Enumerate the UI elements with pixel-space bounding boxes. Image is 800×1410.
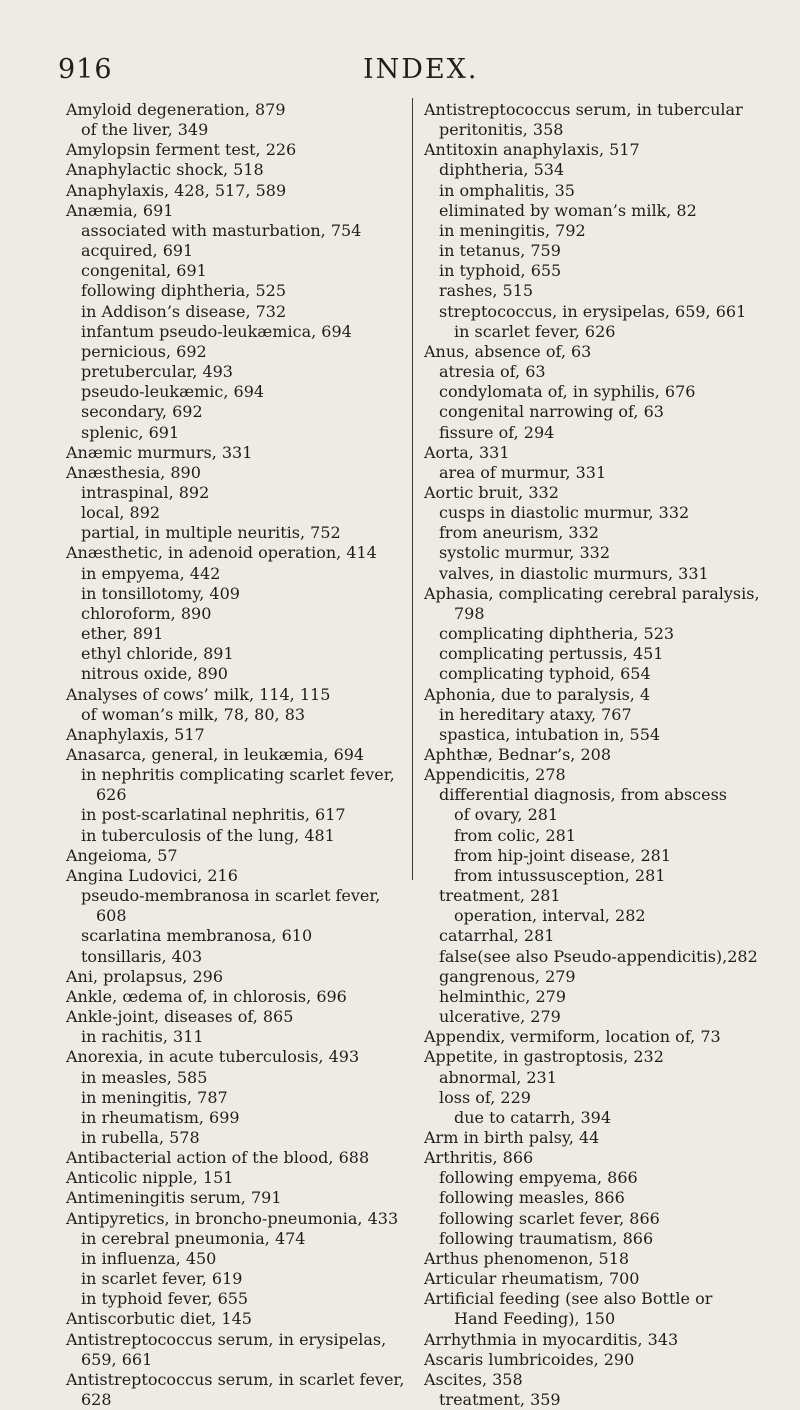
- index-entry: Appendicitis, 278: [424, 765, 566, 785]
- index-subentry: cusps in diastolic murmur, 332: [439, 503, 690, 523]
- index-subentry: due to catarrh, 394: [454, 1107, 612, 1127]
- index-subentry: atresia of, 63: [439, 362, 546, 382]
- index-subentry: following traumatism, 866: [439, 1228, 654, 1248]
- index-entry: Arthritis, 866: [424, 1148, 534, 1168]
- index-subentry: in post-scarlatinal nephritis, 617: [81, 805, 346, 825]
- index-entry: Anæmic murmurs, 331: [66, 442, 253, 462]
- index-subentry: condylomata of, in syphilis, 676: [439, 382, 696, 402]
- index-entry: Ankle-joint, diseases of, 865: [66, 1007, 294, 1027]
- column-divider: [412, 98, 413, 880]
- index-subentry: congenital narrowing of, 63: [439, 402, 664, 422]
- index-subentry: Hand Feeding), 150: [454, 1309, 616, 1329]
- index-subentry: from aneurism, 332: [439, 523, 599, 543]
- index-entry: Appetite, in gastroptosis, 232: [424, 1047, 664, 1067]
- index-subentry: complicating pertussis, 451: [439, 644, 664, 664]
- index-subentry: ethyl chloride, 891: [81, 644, 234, 664]
- index-entry: Arm in birth palsy, 44: [424, 1127, 600, 1147]
- index-entry: Anaphylactic shock, 518: [66, 160, 264, 180]
- index-subentry: in typhoid, 655: [439, 261, 562, 281]
- index-entry: Anæsthetic, in adenoid operation, 414: [66, 543, 377, 563]
- index-entry: Ascaris lumbricoides, 290: [424, 1349, 635, 1369]
- index-entry: Aortic bruit, 332: [424, 482, 559, 502]
- index-subentry: pseudo-leukæmic, 694: [81, 382, 265, 402]
- page-header: [58, 54, 748, 94]
- index-subentry: ulcerative, 279: [439, 1007, 561, 1027]
- index-subentry: in nephritis complicating scarlet fever,: [81, 765, 395, 785]
- index-subentry: pseudo-membranosa in scarlet fever,: [81, 886, 381, 906]
- index-entry: Angeioma, 57: [66, 845, 178, 865]
- index-entry: Arthus phenomenon, 518: [424, 1248, 630, 1268]
- index-subentry: chloroform, 890: [81, 603, 212, 623]
- index-subentry: complicating diphtheria, 523: [439, 624, 675, 644]
- index-subentry: operation, interval, 282: [454, 906, 646, 926]
- index-subentry: complicating typhoid, 654: [439, 664, 651, 684]
- index-subentry: infantum pseudo-leukæmica, 694: [81, 321, 352, 341]
- index-entry: Appendix, vermiform, location of, 73: [424, 1027, 721, 1047]
- index-subentry: in rachitis, 311: [81, 1027, 204, 1047]
- index-entry: Antipyretics, in broncho-pneumonia, 433: [66, 1208, 399, 1228]
- index-subentry: pernicious, 692: [81, 341, 207, 361]
- index-subentry: rashes, 515: [439, 281, 534, 301]
- index-subentry: in empyema, 442: [81, 563, 221, 583]
- index-subentry: in rubella, 578: [81, 1127, 200, 1147]
- index-subentry: of ovary, 281: [454, 805, 559, 825]
- index-entry: Analyses of cows’ milk, 114, 115: [66, 684, 331, 704]
- index-entry: Anæmia, 691: [66, 200, 174, 220]
- index-subentry: associated with masturbation, 754: [81, 220, 362, 240]
- index-entry: Anasarca, general, in leukæmia, 694: [66, 745, 365, 764]
- index-entry: Anticolic nipple, 151: [66, 1168, 234, 1188]
- index-entry: Antiscorbutic diet, 145: [66, 1309, 252, 1329]
- index-entry: Amyloid degeneration, 879: [66, 100, 286, 119]
- index-subentry: in tuberculosis of the lung, 481: [81, 825, 335, 845]
- index-subentry: tonsillaris, 403: [81, 946, 203, 966]
- index-entry: Articular rheumatism, 700: [424, 1269, 640, 1289]
- index-subentry: in scarlet fever, 626: [454, 321, 616, 341]
- index-subentry: scarlatina membranosa, 610: [81, 926, 313, 946]
- index-subentry: 608: [96, 906, 127, 926]
- index-subentry: false(see also Pseudo-appendicitis),282: [439, 946, 758, 966]
- index-subentry: area of murmur, 331: [439, 462, 607, 482]
- index-subentry: acquired, 691: [81, 241, 194, 261]
- index-subentry: gangrenous, 279: [439, 966, 576, 986]
- index-entry: Antitoxin anaphylaxis, 517: [424, 140, 640, 160]
- index-subentry: following measles, 866: [439, 1188, 625, 1208]
- index-entry: Anorexia, in acute tuberculosis, 493: [66, 1047, 360, 1067]
- index-subentry: from colic, 281: [454, 825, 576, 845]
- index-entry: Artificial feeding (see also Bottle or: [424, 1289, 713, 1309]
- index-subentry: in cerebral pneumonia, 474: [81, 1228, 306, 1248]
- index-subentry: streptococcus, in erysipelas, 659, 661: [439, 301, 747, 321]
- index-subentry: in tetanus, 759: [439, 241, 561, 261]
- index-entry: Antistreptococcus serum, in tubercular: [424, 100, 743, 119]
- index-entry: Ani, prolapsus, 296: [66, 966, 224, 986]
- index-subentry: ether, 891: [81, 624, 164, 644]
- index-entry: Angina Ludovici, 216: [66, 865, 238, 885]
- index-subentry: loss of, 229: [439, 1087, 531, 1107]
- index-subentry: abnormal, 231: [439, 1067, 557, 1087]
- index-entry: Ankle, œdema of, in chlorosis, 696: [66, 986, 347, 1006]
- index-subentry: pretubercular, 493: [81, 362, 233, 382]
- index-subentry: 659, 661: [81, 1349, 153, 1369]
- index-entry: Anæsthesia, 890: [66, 462, 201, 482]
- index-entry: Aphonia, due to paralysis, 4: [424, 684, 651, 704]
- index-subentry: peritonitis, 358: [439, 120, 564, 140]
- index-subentry: in Addison’s disease, 732: [81, 301, 287, 321]
- index-entry: Amylopsin ferment test, 226: [66, 140, 297, 160]
- index-subentry: in meningitis, 787: [81, 1087, 228, 1107]
- index-subentry: intraspinal, 892: [81, 482, 210, 502]
- index-entry: Aphthæ, Bednar’s, 208: [424, 745, 612, 764]
- index-subentry: helminthic, 279: [439, 986, 567, 1006]
- index-subentry: following scarlet fever, 866: [439, 1208, 660, 1228]
- index-subentry: congenital, 691: [81, 261, 207, 281]
- index-subentry: treatment, 359: [439, 1390, 561, 1409]
- index-entry: Arrhythmia in myocarditis, 343: [424, 1329, 679, 1349]
- index-subentry: in rheumatism, 699: [81, 1107, 240, 1127]
- page-number: 916: [58, 54, 113, 85]
- index-subentry: in measles, 585: [81, 1067, 208, 1087]
- index-subentry: in scarlet fever, 619: [81, 1269, 243, 1289]
- running-title: INDEX.: [363, 54, 479, 85]
- index-column-left: [66, 100, 405, 1410]
- index-subentry: of woman’s milk, 78, 80, 83: [81, 704, 306, 724]
- index-subentry: differential diagnosis, from abscess: [439, 785, 727, 805]
- index-subentry: 626: [96, 785, 127, 805]
- index-subentry: fissure of, 294: [439, 422, 555, 442]
- index-subentry: in omphalitis, 35: [439, 180, 575, 200]
- index-subentry: treatment, 281: [439, 886, 561, 906]
- index-subentry: catarrhal, 281: [439, 926, 555, 946]
- index-entry: Antistreptococcus serum, in scarlet fever,: [66, 1369, 405, 1389]
- index-subentry: spastica, intubation in, 554: [439, 724, 661, 744]
- index-subentry: splenic, 691: [81, 422, 180, 442]
- index-subentry: systolic murmur, 332: [439, 543, 611, 563]
- index-subentry: from hip-joint disease, 281: [454, 845, 672, 865]
- index-entry: Anaphylaxis, 428, 517, 589: [66, 180, 287, 200]
- index-subentry: following diphtheria, 525: [81, 281, 286, 301]
- index-entry: Antistreptococcus serum, in erysipelas,: [66, 1329, 387, 1349]
- index-entry: Antimeningitis serum, 791: [66, 1188, 282, 1208]
- index-subentry: local, 892: [81, 503, 161, 523]
- index-subentry: diphtheria, 534: [439, 160, 565, 180]
- index-entry: Anus, absence of, 63: [424, 341, 592, 361]
- index-entry: Anaphylaxis, 517: [66, 724, 205, 744]
- index-entry: Ascites, 358: [424, 1369, 523, 1389]
- index-subentry: 798: [454, 603, 485, 623]
- index-subentry: 628: [81, 1390, 112, 1409]
- index-subentry: in meningitis, 792: [439, 220, 586, 240]
- index-subentry: partial, in multiple neuritis, 752: [81, 523, 341, 543]
- index-entry: Aphasia, complicating cerebral paralysis,: [424, 583, 760, 603]
- index-entry: Aorta, 331: [424, 442, 510, 462]
- index-subentry: in tonsillotomy, 409: [81, 583, 240, 603]
- index-column-right: [424, 100, 769, 1410]
- index-subentry: in typhoid fever, 655: [81, 1289, 249, 1309]
- index-subentry: secondary, 692: [81, 402, 203, 422]
- index-subentry: valves, in diastolic murmurs, 331: [439, 563, 709, 583]
- index-subentry: following empyema, 866: [439, 1168, 638, 1188]
- index-subentry: in hereditary ataxy, 767: [439, 704, 632, 724]
- index-subentry: from intussusception, 281: [454, 865, 666, 885]
- index-subentry: eliminated by woman’s milk, 82: [439, 200, 697, 220]
- index-subentry: of the liver, 349: [81, 120, 209, 140]
- index-entry: Antibacterial action of the blood, 688: [66, 1148, 370, 1168]
- index-subentry: nitrous oxide, 890: [81, 664, 228, 684]
- index-subentry: in influenza, 450: [81, 1248, 217, 1268]
